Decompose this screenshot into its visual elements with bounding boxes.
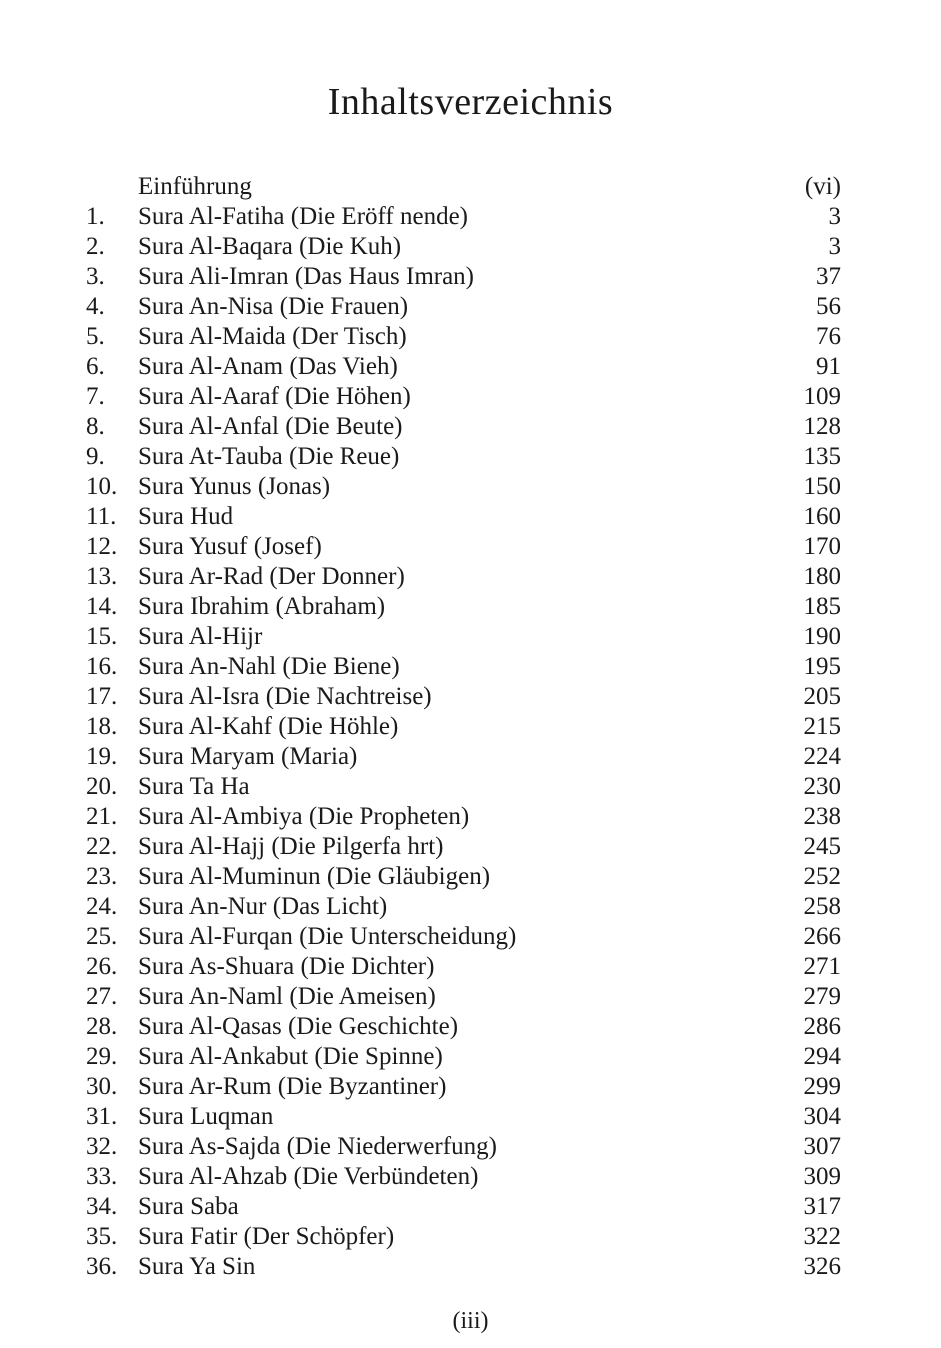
page-title: Inhaltsverzeichnis (327, 81, 614, 123)
toc-entry-page: 205 (803, 683, 841, 710)
toc-entry (86, 352, 841, 382)
toc-entry-number: 35. (86, 1223, 118, 1250)
toc-entry-page: 215 (803, 713, 841, 740)
toc-entry-title: Sura Ali-Imran (Das Haus Imran) (138, 263, 475, 290)
toc-entry-number: 8. (86, 413, 105, 440)
toc-entry-number: 27. (86, 983, 118, 1010)
toc-entry (86, 292, 841, 322)
toc-entry-page: 170 (803, 533, 841, 560)
toc-entry-page: 299 (803, 1073, 841, 1100)
toc-entry-title: Sura Luqman (138, 1103, 274, 1130)
toc-entry (86, 1132, 841, 1162)
toc-entry (86, 1042, 841, 1072)
toc-entry-title: Sura Al-Baqara (Die Kuh) (138, 233, 402, 260)
toc-entry-page: 128 (803, 413, 841, 440)
toc-entry (86, 1072, 841, 1102)
toc-entry-number: 13. (86, 563, 118, 590)
toc-entry-title: Sura Ta Ha (138, 773, 250, 800)
toc-entry-title: Sura Al-Fatiha (Die Eröff nende) (138, 203, 468, 230)
toc-entry-page: 224 (803, 743, 841, 770)
toc-entry (86, 502, 841, 532)
toc-entry (86, 1192, 841, 1222)
toc-entry-page: 245 (803, 833, 841, 860)
toc-entry-number: 2. (86, 233, 105, 260)
toc-entry (86, 442, 841, 472)
toc-entry (86, 412, 841, 442)
toc-entry-page: 3 (828, 233, 841, 260)
toc-entry-number: 3. (86, 263, 105, 290)
toc-entry-number: 20. (86, 773, 118, 800)
toc-entry-title: Sura Al-Hajj (Die Pilgerfa hrt) (138, 833, 444, 860)
toc-entry-page: 150 (803, 473, 841, 500)
toc-entry (86, 742, 841, 772)
toc-entry-page: 160 (803, 503, 841, 530)
toc-entry-title: Sura An-Nisa (Die Frauen) (138, 293, 409, 320)
toc-entry-page: 317 (803, 1193, 841, 1220)
toc-entry-number: 26. (86, 953, 118, 980)
toc-entry-number: 30. (86, 1073, 118, 1100)
toc-entry-number: 33. (86, 1163, 118, 1190)
toc-entry-title: Sura Al-Anfal (Die Beute) (138, 413, 403, 440)
toc-entry (86, 202, 841, 232)
toc-entry-title: Einführung (138, 173, 252, 200)
toc-entry (86, 682, 841, 712)
toc-entry (86, 1012, 841, 1042)
toc-entry (86, 982, 841, 1012)
toc-entry (86, 922, 841, 952)
toc-entry-number: 9. (86, 443, 105, 470)
toc-entry-title: Sura Al-Furqan (Die Unterscheidung) (138, 923, 517, 950)
toc-entry-title: Sura Fatir (Der Schöpfer) (138, 1223, 395, 1250)
toc-entry-title: Sura Al-Muminun (Die Gläubigen) (138, 863, 491, 890)
toc-entry-page: 266 (803, 923, 841, 950)
toc-entry (86, 592, 841, 622)
toc-entry (86, 862, 841, 892)
toc-entry-title: Sura Al-Maida (Der Tisch) (138, 323, 407, 350)
toc-entry-page: 230 (803, 773, 841, 800)
toc-entry (86, 772, 841, 802)
toc-entry-page: 56 (816, 293, 841, 320)
toc-entry (86, 892, 841, 922)
toc-entry-number: 25. (86, 923, 118, 950)
toc-entry-page: 185 (803, 593, 841, 620)
toc-entry-title: Sura Saba (138, 1193, 239, 1220)
toc-entry-page: 294 (803, 1043, 841, 1070)
toc-entry (86, 712, 841, 742)
toc-entry (86, 232, 841, 262)
toc-entry (86, 172, 841, 202)
toc-entry-page: 238 (803, 803, 841, 830)
toc-entry-number: 1. (86, 203, 105, 230)
toc-entry (86, 952, 841, 982)
toc-entry-page: 37 (816, 263, 841, 290)
toc-entry (86, 532, 841, 562)
toc-entry (86, 262, 841, 292)
toc-entry-number: 31. (86, 1103, 118, 1130)
toc-entry-page: 76 (816, 323, 841, 350)
toc-entry (86, 382, 841, 412)
toc-entry (86, 622, 841, 652)
toc-entry (86, 562, 841, 592)
toc-entry-page: 180 (803, 563, 841, 590)
toc-entry-number: 15. (86, 623, 118, 650)
toc-entry-title: Sura Al-Ankabut (Die Spinne) (138, 1043, 443, 1070)
toc-entry (86, 802, 841, 832)
toc-entry-title: Sura Maryam (Maria) (138, 743, 358, 770)
toc-entry (86, 1102, 841, 1132)
toc-entry (86, 1222, 841, 1252)
toc-entry-number: 14. (86, 593, 118, 620)
toc-entry-page: 326 (803, 1253, 841, 1280)
toc-entry-number: 10. (86, 473, 118, 500)
toc-entry-page: 286 (803, 1013, 841, 1040)
toc-entry-number: 23. (86, 863, 118, 890)
toc-entry-title: Sura Al-Anam (Das Vieh) (138, 353, 398, 380)
toc-entry-title: Sura Al-Qasas (Die Geschichte) (138, 1013, 459, 1040)
toc-entry-number: 7. (86, 383, 105, 410)
toc-entry-title: Sura An-Nur (Das Licht) (138, 893, 388, 920)
toc-entry-page: 258 (803, 893, 841, 920)
toc-entry-page: 322 (803, 1223, 841, 1250)
toc-entry-title: Sura An-Nahl (Die Biene) (138, 653, 400, 680)
toc-entry-title: Sura As-Sajda (Die Niederwerfung) (138, 1133, 497, 1160)
toc-entry-number: 29. (86, 1043, 118, 1070)
page-number: (iii) (452, 1308, 489, 1334)
toc-entry-number: 5. (86, 323, 105, 350)
toc-entry (86, 1252, 841, 1282)
toc-entry-title: Sura Ya Sin (138, 1253, 256, 1280)
toc-entry-title: Sura Yusuf (Josef) (138, 533, 322, 560)
toc-entry-page: 190 (803, 623, 841, 650)
toc-entry-page: 307 (803, 1133, 841, 1160)
toc-entry-number: 11. (86, 503, 117, 530)
toc-entry-title: Sura Al-Ahzab (Die Verbündeten) (138, 1163, 479, 1190)
toc-entry-page: 195 (803, 653, 841, 680)
toc-entry-number: 36. (86, 1253, 118, 1280)
toc-entry-page: 279 (803, 983, 841, 1010)
toc-entry-page: 135 (803, 443, 841, 470)
toc-entry (86, 1162, 841, 1192)
toc-entry-title: Sura Al-Ambiya (Die Propheten) (138, 803, 470, 830)
toc-entry-page: (vi) (804, 173, 841, 200)
toc-entry (86, 832, 841, 862)
toc-entry-title: Sura Al-Hijr (138, 623, 263, 650)
toc-entry-title: Sura Al-Aaraf (Die Höhen) (138, 383, 411, 410)
toc-entry-page: 309 (803, 1163, 841, 1190)
toc-entry-number: 28. (86, 1013, 118, 1040)
toc-entry-number: 17. (86, 683, 118, 710)
toc-entry-title: Sura Ibrahim (Abraham) (138, 593, 386, 620)
toc-entry-number: 12. (86, 533, 118, 560)
toc-entry-number: 16. (86, 653, 118, 680)
toc-entry-title: Sura An-Naml (Die Ameisen) (138, 983, 436, 1010)
toc-entry (86, 472, 841, 502)
toc-entry (86, 652, 841, 682)
toc-entry-title: Sura Al-Isra (Die Nachtreise) (138, 683, 432, 710)
toc-entry-number: 22. (86, 833, 118, 860)
toc-entry-page: 304 (803, 1103, 841, 1130)
toc-entry (86, 322, 841, 352)
toc-entry-title: Sura Ar-Rad (Der Donner) (138, 563, 405, 590)
toc-entry-number: 6. (86, 353, 105, 380)
toc-entry-title: Sura Hud (138, 503, 234, 530)
toc-entry-title: Sura Al-Kahf (Die Höhle) (138, 713, 399, 740)
toc-entry-page: 109 (803, 383, 841, 410)
toc-entry-title: Sura As-Shuara (Die Dichter) (138, 953, 435, 980)
toc-entry-number: 18. (86, 713, 118, 740)
toc-entry-number: 34. (86, 1193, 118, 1220)
toc-entry-page: 252 (803, 863, 841, 890)
toc-entry-number: 4. (86, 293, 105, 320)
table-of-contents (86, 172, 841, 1282)
toc-entry-page: 91 (816, 353, 841, 380)
toc-entry-title: Sura Yunus (Jonas) (138, 473, 331, 500)
toc-entry-number: 32. (86, 1133, 118, 1160)
toc-entry-page: 271 (803, 953, 841, 980)
toc-entry-page: 3 (828, 203, 841, 230)
toc-entry-title: Sura Ar-Rum (Die Byzantiner) (138, 1073, 447, 1100)
toc-entry-number: 19. (86, 743, 118, 770)
toc-entry-number: 24. (86, 893, 118, 920)
toc-entry-title: Sura At-Tauba (Die Reue) (138, 443, 400, 470)
toc-entry-number: 21. (86, 803, 118, 830)
